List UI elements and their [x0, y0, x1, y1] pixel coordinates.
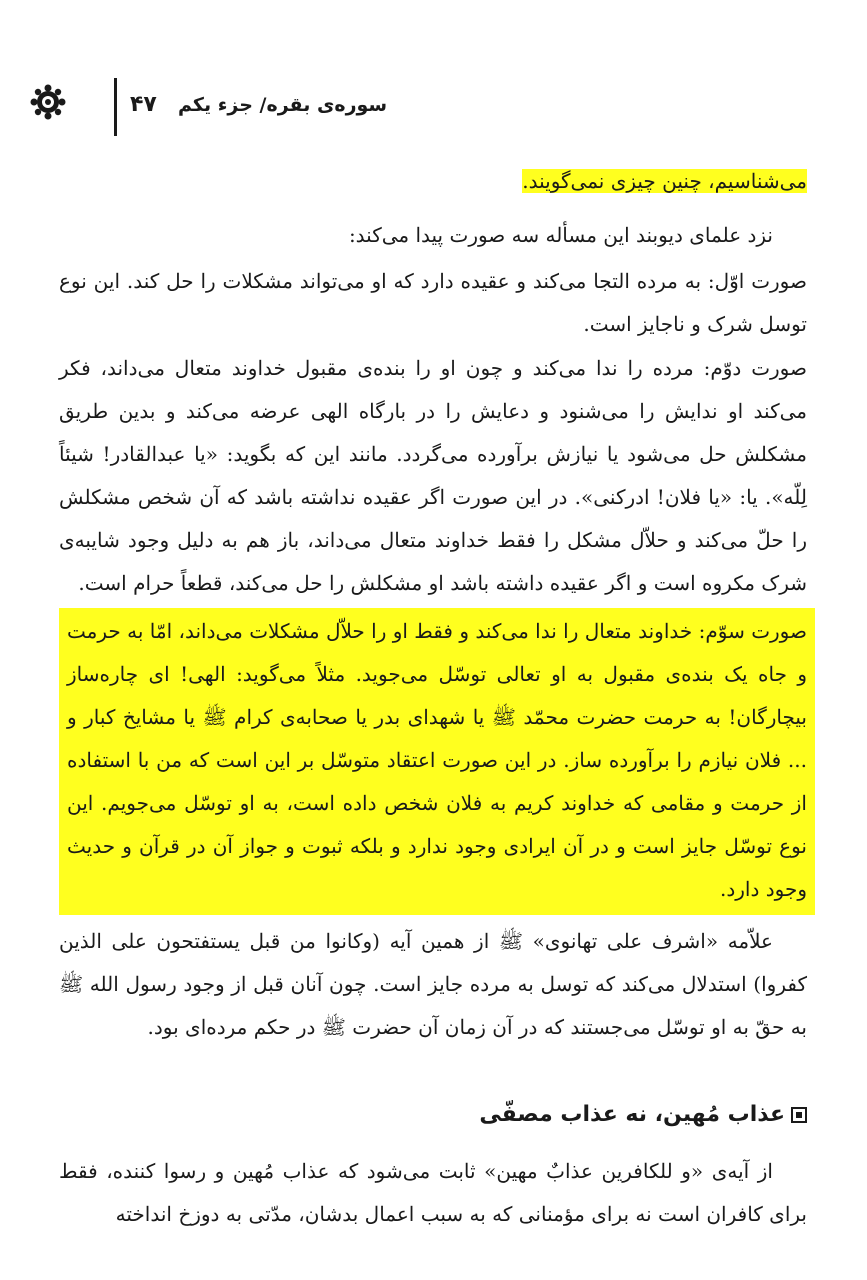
paragraph-4: صورت دوّم: مرده را ندا می‌کند و چون او را بنده‌ی مقبول خداوند متعال می‌داند، فکر می‌کند او ندایش را می‌شنود و دعایش را در بارگاه الهی عرضه می‌کند و بدین طریق مشکلش حل می‌شود یا نیازش برآورده می‌گردد. مانند این که بگوید: «یا عبدالقادر! شیئاً لِلّه». یا: «یا فلان! ادرکنی». در این صورت اگر عقیده نداشته باشد که آن شخص مشکلش را حلّ می‌کند و حلاّل مشکل را فقط خداوند متعال می‌داند، باز هم به دلیل وجود شایبه‌ی شرک مکروه است و اگر عقیده داشته باشد او مشکلش را حل می‌کند، قطعاً حرام است. [59, 356, 807, 595]
square-bullet-icon [791, 1107, 807, 1123]
running-head: سوره‌ی بقره/ جزء یکم [178, 94, 388, 116]
paragraph-3: صورت اوّل: به مرده التجا می‌کند و عقیده دارد که او می‌تواند مشکلات را حل کند. این نوع توسل شرک و ناجایز است. [59, 269, 807, 336]
highlighted-text: می‌شناسیم، چنین چیزی نمی‌گویند. [522, 169, 807, 193]
paragraph-7: از آیه‌ی «و للکافرین عذابٌ مهین» ثابت می‌شود که عذاب مُهین و رسوا کننده، فقط برای کافران است نه برای مؤمنانی که به سبب اعمال بدشان، مدّتی به دوزخ انداخته [59, 1159, 807, 1226]
page-number: ۴۷ [130, 92, 157, 117]
paragraph-1 [59, 160, 807, 203]
paragraph-5-highlighted: صورت سوّم: خداوند متعال را ندا می‌کند و فقط او را حلاّل مشکلات می‌داند، امّا به حرمت و جاه یک بنده‌ی مقبول به او تعالی توسّل می‌جوید. مثلاً می‌گوید: الهی! ای چاره‌ساز بیچارگان! به حرمت حضرت محمّد ﷺ یا شهدای بدر یا صحابه‌ی کرام ﷺ یا مشایخ کبار و ... فلان نیازم را برآورده ساز. در این صورت اعتقاد متوسّل بر این است که من با استفاده از حرمت و مقامی که خداوند کریم به فلان شخص داده است، به او توسّل می‌جویم. این نوع توسّل جایز است و در آن ایرادی وجود ندارد و بلکه ثبوت و جواز آن در قرآن و حدیث وجود دارد. [59, 608, 815, 915]
paragraph-6: علاّمه «اشرف علی تهانوی» ﷺ از همین آیه (وکانوا من قبل یستفتحون علی الذین کفروا) استدلال می‌کند که توسل به مرده جایز است. چون آنان قبل از وجود رسول الله ﷺ به حقّ به او توسّل می‌جستند که در آن زمان آن حضرت ﷺ در حکم مرده‌ای بود. [59, 929, 807, 1039]
rosette-ornament-icon [30, 84, 66, 120]
section-heading [479, 1102, 807, 1127]
paragraph-2: نزد علمای دیوبند این مسأله سه صورت پیدا می‌کند: [348, 223, 773, 247]
page-header [30, 78, 388, 138]
section-heading-text: عذاب مُهین، نه عذاب مصفّی [479, 1102, 785, 1127]
header-divider [114, 78, 117, 136]
